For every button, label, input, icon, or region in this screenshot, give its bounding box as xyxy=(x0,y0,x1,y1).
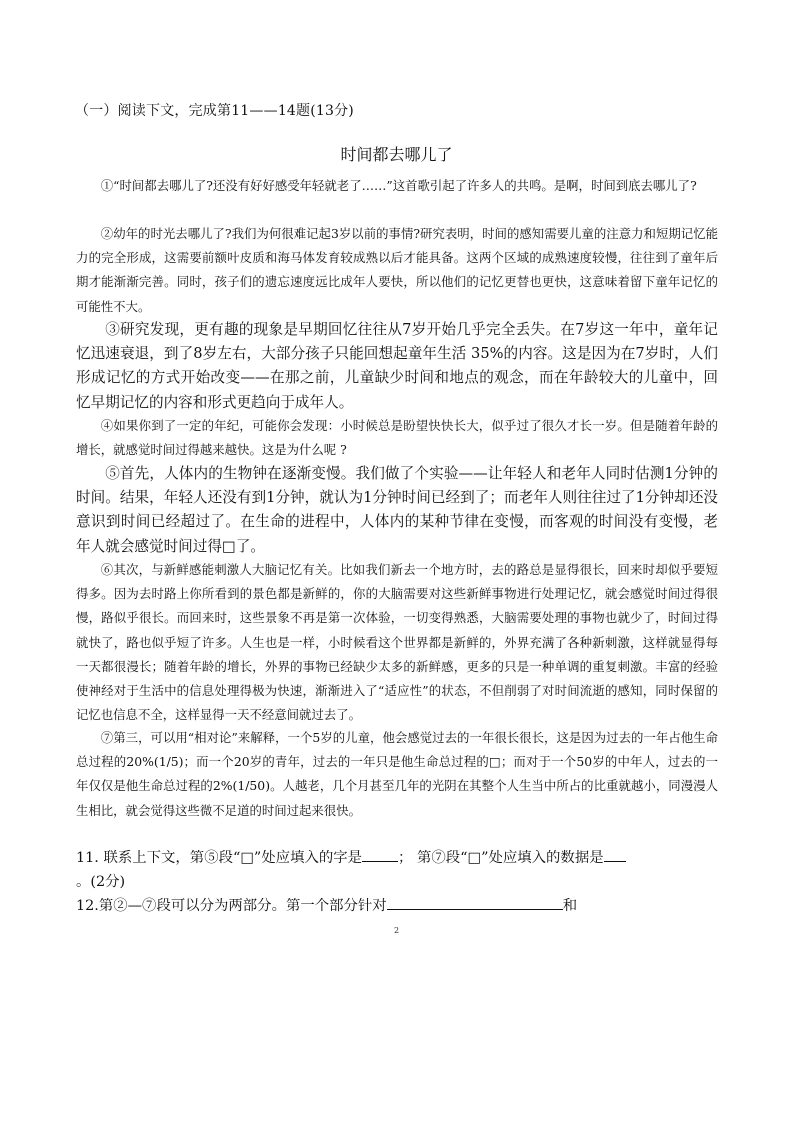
paragraph-6: ⑥其次，与新鲜感能刺激人大脑记忆有关。比如我们新去一个地方时，去的路总是显得很长，回来时却似乎要短得多。因为去时路上你所看到的景色都是新鲜的，你的大脑需要对这些新鲜事物进行处理记忆，就会感觉时间过得很慢，路似乎很长。而回来时，这些景象不再是第一次体验，一切变得熟悉，大脑需要处理的事物也就少了，时间过得就快了，路也似乎短了许多。人生也是一样，小时候看这个世界都是新鲜的，外界充满了各种新刺激，这样就显得每一天都很漫长；随着年龄的增长，外界的事物已经缺少太多的新鲜感，更多的只是一种单调的重复刺激。丰富的经验使神经对于生活中的信息处理得极为快速，渐渐进入了“适应性”的状态，不但削弱了对时间流逝的感知，同时保留的记忆也信息不全，这样显得一天不经意间就过去了。 xyxy=(76,562,718,723)
paragraph-7: ⑦第三，可以用“相对论”来解释，一个5岁的儿童，他会感觉过去的一年很长很长，这是因为过去的一年占他生命总过程的20%(1/5)；而一个20岁的青年，过去的一年只是他生命总过程的□；而对于一个50岁的中年人，过去的一年仅仅是他生命总过程的2%(1/50)。人越老，几个月甚至几年的光阴在其整个人生当中所占的比重就越小，同漫漫人生相比，就会觉得这些微不足道的时间过起来很快。 xyxy=(76,730,718,818)
question-11 xyxy=(76,846,626,867)
question-11-text-a: 11. 联系上下文，第⑤段“□”处应填入的字是 xyxy=(76,850,363,866)
question-12-text-a: 12.第②—⑦段可以分为两部分。第一个部分针对 xyxy=(76,898,387,914)
question-12 xyxy=(76,894,577,915)
paragraph-2: ②幼年的时光去哪儿了?我们为何很难记起3岁以前的事情?研究表明，时间的感知需要儿童的注意力和短期记忆能力的完全形成，这需要前额叶皮质和海马体发育较成熟以后才能具备。这两个区域的成熟速度较慢，往往到了童年后期才能渐渐完善。同时，孩子们的遗忘速度远比成年人要快，所以他们的记忆更替也更快，这意味着留下童年记忆的可能性不大。 xyxy=(76,226,718,314)
paragraph-1: ①“时间都去哪儿了?还没有好好感受年轻就老了……”这首歌引起了许多人的共鸣。是啊，时间到底去哪儿了? xyxy=(100,178,697,193)
section-heading: （一）阅读下文，完成第11——14题(13分) xyxy=(75,103,354,119)
answer-blank-11b[interactable] xyxy=(604,847,626,862)
question-12-text-b: 和 xyxy=(562,898,578,914)
question-11-score: 。(2分) xyxy=(76,874,126,890)
answer-blank-11a[interactable] xyxy=(362,847,398,862)
paragraph-4: ④如果你到了一定的年纪，可能你会发现：小时候总是盼望快快长大，似乎过了很久才长一岁。但是随着年龄的增长，就感觉时间过得越来越快。这是为什么呢 ? xyxy=(76,418,718,458)
page-number: 2 xyxy=(393,926,400,935)
answer-blank-12a[interactable] xyxy=(387,895,563,910)
paragraph-5: ⑤首先，人体内的生物钟在逐渐变慢。我们做了个实验——让年轻人和老年人同时估测1分钟的时间。结果，年轻人还没有到1分钟，就认为1分钟时间已经到了；而老年人则往往过了1分钟却还没意识到时间已经超过了。在生命的进程中，人体内的某种节律在变慢，而客观的时间没有变慢，老年人就会感觉时间过得□了。 xyxy=(76,465,718,555)
paragraph-3: ③研究发现，更有趣的现象是早期回忆往往从7岁开始几乎完全丢失。在7岁这一年中，童年记忆迅速衰退，到了8岁左右，大部分孩子只能回想起童年生活 35%的内容。这是因为在7岁时，人们形成记忆的方式开始改变——在那之前，儿童缺少时间和地点的观念，而在年龄较大的儿童中，回忆早期记忆的内容和形式更趋向于成年人。 xyxy=(76,321,718,411)
question-11-text-b: ； 第⑦段“□”处应填入的数据是 xyxy=(398,850,604,866)
article-title: 时间都去哪儿了 xyxy=(340,145,453,164)
